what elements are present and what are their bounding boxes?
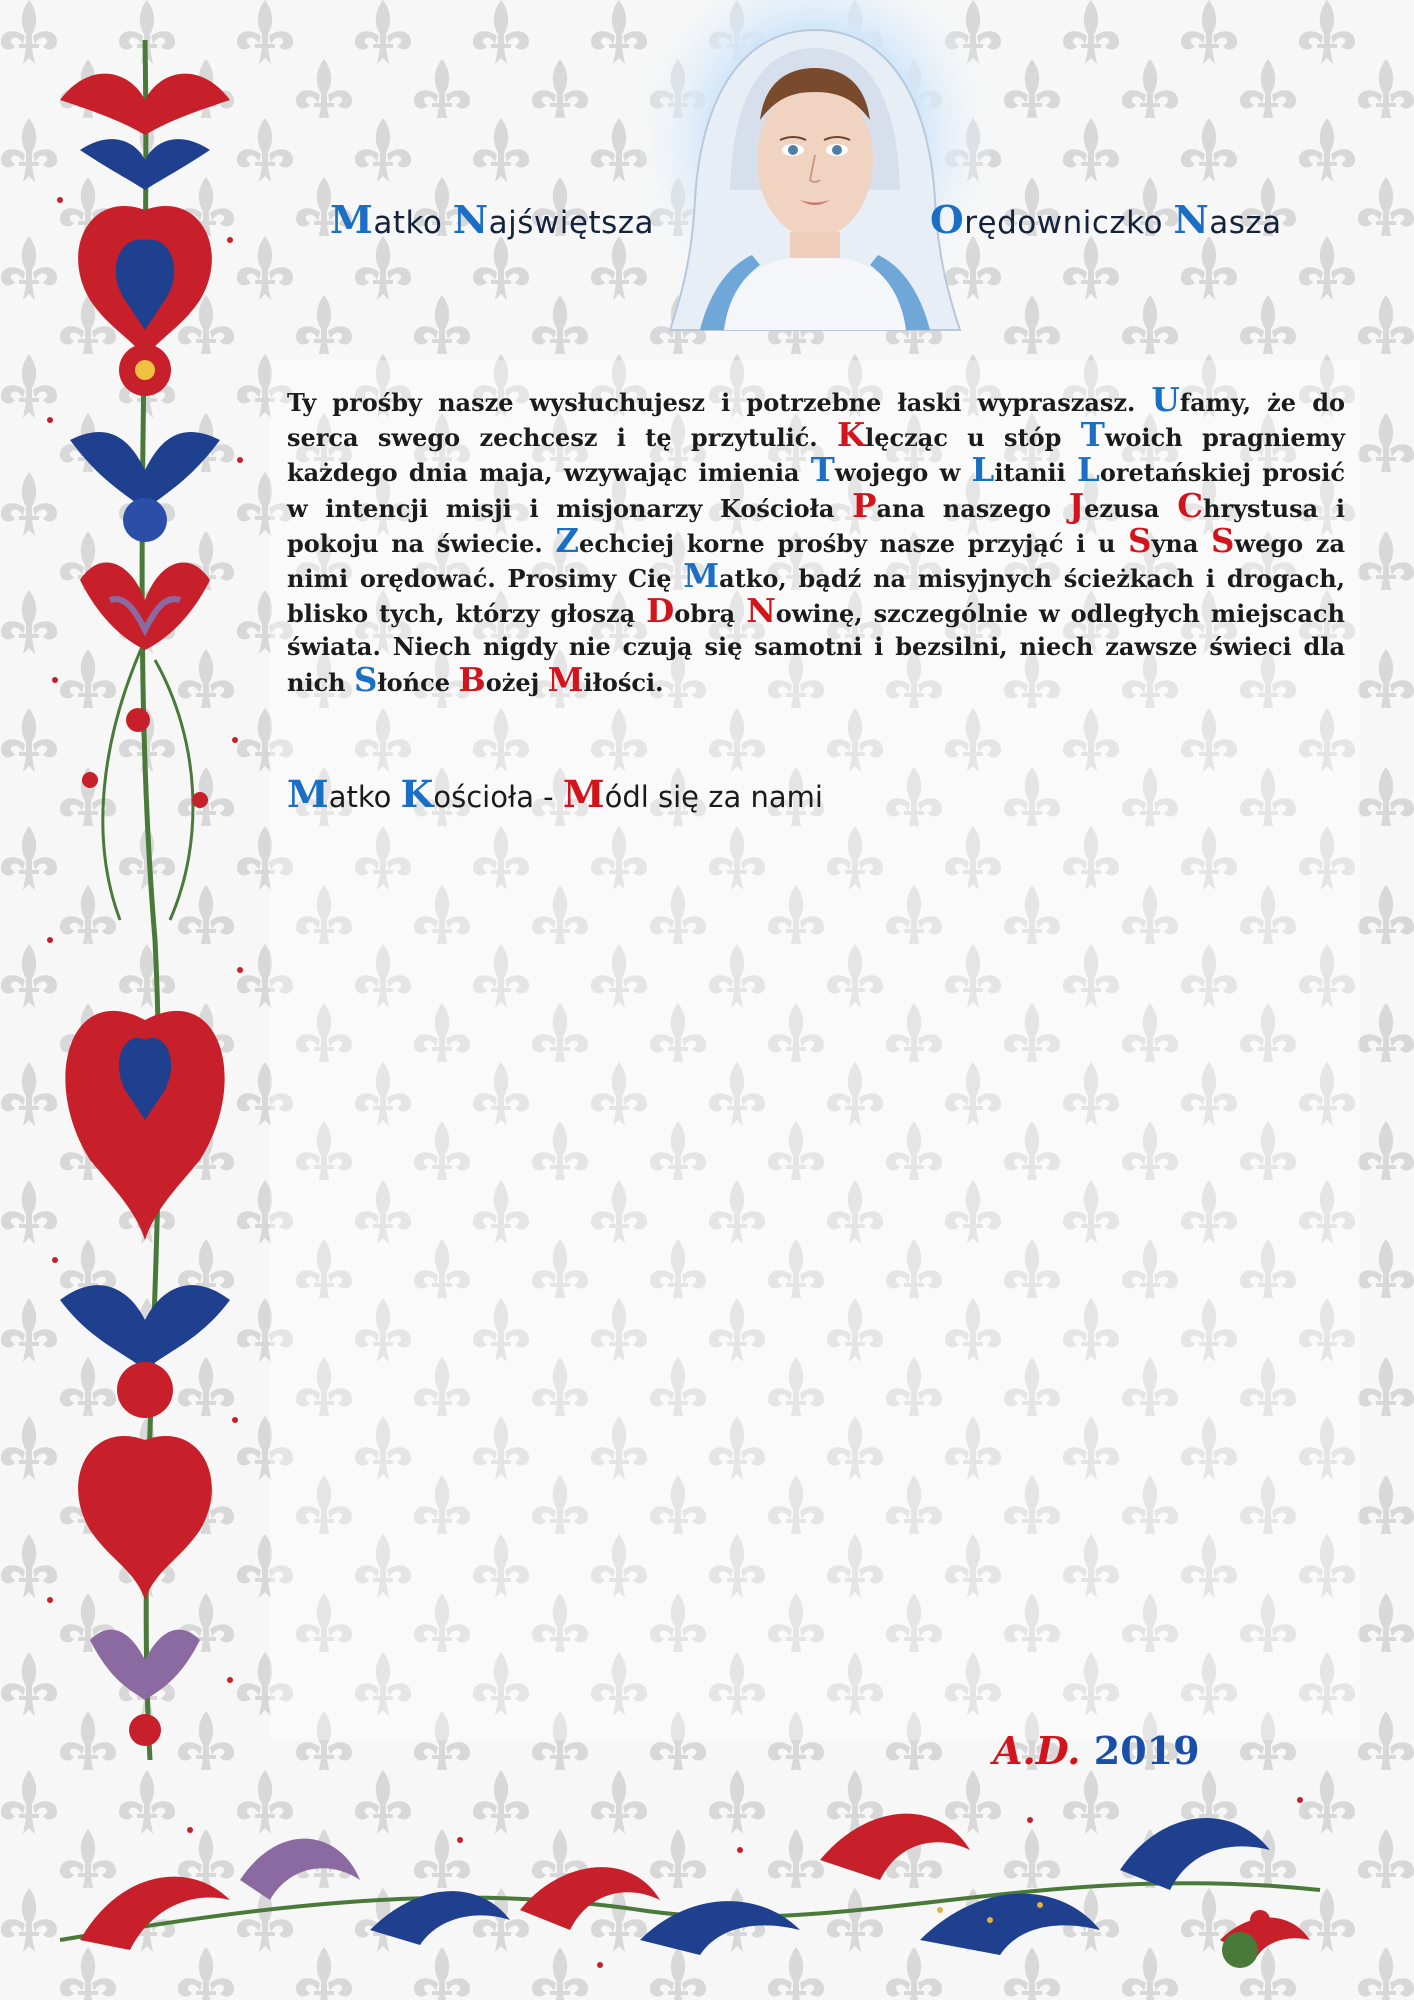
initial-letter: C bbox=[1177, 486, 1203, 525]
initial-letter: Z bbox=[555, 521, 580, 560]
initial-letter: N bbox=[1173, 198, 1210, 243]
madonna-portrait bbox=[640, 0, 990, 350]
date-ad: A.D. bbox=[993, 1728, 1081, 1773]
left-title bbox=[330, 198, 654, 243]
text-segment: wego za nimi orędować. Prosimy Cię bbox=[287, 528, 1345, 594]
prayer-paragraph bbox=[287, 381, 1346, 699]
text-segment: ajświętsza bbox=[488, 205, 655, 241]
text-segment: ódl się za nami bbox=[604, 780, 823, 814]
initial-letter: N bbox=[746, 592, 776, 631]
text-segment: famy, że do serca swego zechcesz i tę przytulić. bbox=[287, 388, 1345, 453]
initial-letter: M bbox=[562, 772, 605, 816]
text-segment: yna bbox=[1151, 528, 1212, 558]
initial-letter: T bbox=[1080, 416, 1105, 455]
text-segment: ezusa bbox=[1084, 493, 1178, 523]
text-segment: atko bbox=[373, 205, 453, 241]
initial-letter: S bbox=[1211, 521, 1235, 560]
initial-letter: L bbox=[971, 451, 995, 490]
text-segment: itanii bbox=[994, 458, 1078, 488]
floral-border-left bbox=[30, 40, 260, 1760]
initial-letter: K bbox=[400, 772, 434, 816]
text-segment: atko bbox=[328, 780, 401, 814]
text-segment: ożej bbox=[485, 667, 548, 697]
text-segment: iłości. bbox=[583, 667, 664, 697]
initial-letter: M bbox=[547, 660, 584, 699]
initial-letter: O bbox=[930, 198, 965, 243]
prayer-text bbox=[287, 381, 1346, 699]
text-segment: łońce bbox=[377, 667, 459, 697]
text-segment: obrą bbox=[674, 599, 747, 629]
text-segment: owinę, szczególnie w odległych miejscach świata. Niech nigdy nie czują się samotni i bezsilni, niech zawsze świeci dla nich bbox=[287, 599, 1345, 697]
initial-letter: L bbox=[1077, 451, 1100, 490]
initial-letter: J bbox=[1068, 486, 1085, 525]
right-title bbox=[930, 198, 1282, 243]
text-segment: hrystusa i pokoju na świecie. bbox=[287, 493, 1346, 558]
initial-letter: T bbox=[810, 451, 835, 490]
initial-letter: P bbox=[852, 486, 877, 525]
initial-letter: K bbox=[837, 416, 866, 455]
initial-letter: M bbox=[330, 198, 374, 243]
text-segment: asza bbox=[1209, 205, 1282, 241]
date-year: 2019 bbox=[1093, 1728, 1200, 1773]
initial-letter: U bbox=[1151, 381, 1180, 419]
text-segment: ościoła - bbox=[433, 780, 563, 814]
initial-letter: S bbox=[1128, 521, 1152, 560]
text-segment: oretańskiej prosić w intencji misji i misjonarzy Kościoła bbox=[287, 458, 1346, 523]
floral-border-bottom bbox=[40, 1740, 1360, 1980]
text-segment: rędowniczko bbox=[964, 205, 1174, 241]
text-segment: lęcząc u stóp bbox=[865, 423, 1081, 453]
text-segment: wojego w bbox=[834, 458, 972, 488]
initial-letter: D bbox=[646, 592, 675, 631]
initial-letter: M bbox=[287, 772, 329, 816]
initial-letter: S bbox=[353, 660, 378, 699]
text-segment: atko, bądź na misyjnych ścieżkach i drogach, blisko tych, którzy głoszą bbox=[287, 564, 1345, 629]
text-segment: ana naszego bbox=[876, 493, 1069, 523]
text-segment: Ty prośby nasze wysłuchujesz i potrzebne łaski wypraszasz. bbox=[287, 388, 1152, 417]
text-segment: woich pragniemy każdego dnia maja, wzywając imienia bbox=[287, 423, 1346, 488]
initial-letter: N bbox=[452, 198, 489, 243]
initial-letter: B bbox=[458, 660, 486, 699]
initial-letter: M bbox=[683, 557, 720, 596]
invocation bbox=[287, 772, 823, 816]
text-segment: echciej korne prośby nasze przyjąć i u bbox=[579, 528, 1129, 558]
